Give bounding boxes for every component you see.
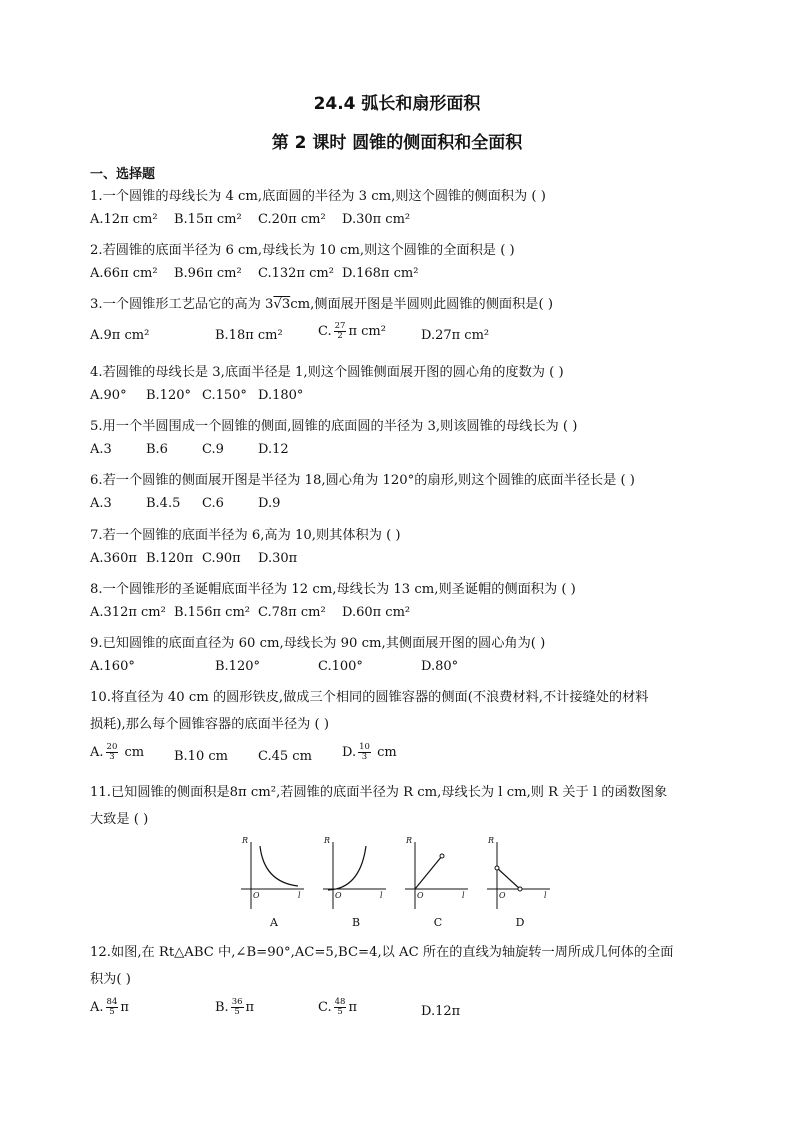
graph-d: [482, 834, 552, 914]
q10-option-c[interactable]: C.45 cm: [258, 749, 312, 764]
question-5: 5.用一个半圆围成一个圆锥的侧面,圆锥的底面圆的半径为 3,则该圆锥的母线长为 ( ): [90, 419, 578, 434]
q5-option-d[interactable]: D.12: [258, 442, 289, 457]
q9-option-c[interactable]: C.100°: [318, 659, 363, 674]
q6-option-d[interactable]: D.9: [258, 496, 281, 511]
q4-option-d[interactable]: D.180°: [258, 388, 304, 403]
graph-b-axis-x: l: [380, 891, 383, 900]
q5-option-c[interactable]: C.9: [202, 442, 224, 457]
q7-option-c[interactable]: C.90π: [202, 551, 241, 566]
q12-option-b-fraction: $\frac{36}{5}$: [231, 997, 243, 1017]
graph-c-axis-x: l: [462, 891, 465, 900]
q10-option-d-fraction: $\frac{10}{3}$: [359, 742, 370, 762]
page-subtitle: 第 2 课时 圆锥的侧面积和全面积: [271, 133, 523, 153]
q2-option-c[interactable]: C.132π cm²: [258, 266, 334, 281]
q5-option-a[interactable]: A.3: [90, 442, 112, 457]
question-8: 8.一个圆锥形的圣诞帽底面半径为 12 cm,母线长为 13 cm,则圣诞帽的侧面积为 ( ): [90, 582, 576, 597]
question-11-line-1: 11.已知圆锥的侧面积是8π cm²,若圆锥的底面半径为 R cm,母线长为 l cm,则 R 关于 l 的函数图象: [90, 785, 668, 800]
q12-option-c-pi: π: [348, 1000, 357, 1015]
q10-option-d-unit: cm: [377, 745, 397, 760]
q1-option-a[interactable]: A.12π cm²: [90, 212, 158, 227]
q7-option-b[interactable]: B.120π: [146, 551, 194, 566]
q3-option-c-label: C.: [318, 324, 332, 339]
function-graphs: [236, 834, 546, 934]
question-12-line-1: 12.如图,在 Rt△ABC 中,∠B=90°,AC=5,BC=4,以 AC 所在的直线为轴旋转一周所成几何体的全面: [90, 945, 674, 960]
q1-option-d[interactable]: D.30π cm²: [342, 212, 411, 227]
question-11-line-2: 大致是 ( ): [90, 812, 149, 827]
q12-option-d[interactable]: D.12π: [421, 1004, 461, 1019]
q3-option-a[interactable]: A.9π cm²: [90, 328, 150, 343]
graph-a-axis-x: l: [298, 891, 301, 900]
q10-option-a-fraction: $\frac{20}{3}$: [106, 742, 118, 762]
graph-a: [236, 834, 306, 914]
q8-option-c[interactable]: C.78π cm²: [258, 605, 326, 620]
q7-option-d[interactable]: D.30π: [258, 551, 298, 566]
question-10-line-1: 10.将直径为 40 cm 的圆形铁皮,做成三个相同的圆锥容器的侧面(不浪费材料,不计接缝处的材料: [90, 690, 649, 705]
q7-option-a[interactable]: A.360π: [90, 551, 137, 566]
graph-b-origin: O: [335, 891, 342, 900]
q12-option-b-pi: π: [245, 1000, 255, 1015]
q8-option-d[interactable]: D.60π cm²: [342, 605, 411, 620]
q12-option-b-label: B.: [215, 1000, 229, 1015]
graph-a-origin: O: [253, 891, 260, 900]
q8-option-a[interactable]: A.312π cm²: [90, 605, 166, 620]
q3-sqrt: √3: [273, 297, 291, 312]
graph-c-axis-y: R: [406, 836, 413, 845]
q10-option-d[interactable]: [342, 743, 397, 762]
graph-b-axis-y: R: [324, 836, 331, 845]
q10-option-b[interactable]: B.10 cm: [174, 749, 228, 764]
page-title: 24.4 弧长和扇形面积: [313, 94, 481, 114]
q2-option-a[interactable]: A.66π cm²: [90, 266, 158, 281]
graph-c-label: C: [433, 916, 443, 929]
graph-d-label: D: [515, 916, 525, 929]
question-10-line-2: 损耗),那么每个圆锥容器的底面半径为 ( ): [90, 717, 330, 732]
q3-text-post: cm,侧面展开图是半圆则此圆锥的侧面积是( ): [290, 297, 553, 312]
question-12-line-2: 积为( ): [90, 972, 131, 987]
q9-option-d[interactable]: D.80°: [421, 659, 459, 674]
q12-option-a-fraction: $\frac{84}{5}$: [106, 997, 118, 1017]
q6-option-c[interactable]: C.6: [202, 496, 224, 511]
section-heading: 一、选择题: [90, 167, 156, 182]
q12-option-a-pi: π: [120, 1000, 129, 1015]
q10-option-d-label: D.: [342, 745, 357, 760]
question-7: 7.若一个圆锥的底面半径为 6,高为 10,则其体积为 ( ): [90, 528, 401, 543]
graph-c-origin: O: [417, 891, 424, 900]
graph-b-label: B: [351, 916, 361, 929]
q9-option-b[interactable]: B.120°: [215, 659, 260, 674]
q3-text-pre: 3.一个圆锥形工艺品它的高为 3: [90, 297, 274, 312]
q10-option-a[interactable]: [90, 743, 144, 762]
q3-option-d[interactable]: D.27π cm²: [421, 328, 490, 343]
question-2: 2.若圆锥的底面半径为 6 cm,母线长为 10 cm,则这个圆锥的全面积是 ( ): [90, 243, 515, 258]
question-6: 6.若一个圆锥的侧面展开图是半径为 18,圆心角为 120°的扇形,则这个圆锥的底面半径长是 ( ): [90, 473, 635, 488]
q3-option-b[interactable]: B.18π cm²: [215, 328, 283, 343]
q5-option-b[interactable]: B.6: [146, 442, 168, 457]
q9-option-a[interactable]: A.160°: [90, 659, 135, 674]
graph-c: [400, 834, 470, 914]
q1-option-b[interactable]: B.15π cm²: [174, 212, 242, 227]
graph-a-axis-y: R: [242, 836, 249, 845]
q12-option-b[interactable]: [215, 998, 254, 1017]
q12-option-c-label: C.: [318, 1000, 332, 1015]
q6-option-b[interactable]: B.4.5: [146, 496, 181, 511]
q10-option-a-label: A.: [90, 745, 104, 760]
question-4: 4.若圆锥的母线长是 3,底面半径是 1,则这个圆锥侧面展开图的圆心角的度数为 ( ): [90, 365, 564, 380]
graph-b: [318, 834, 388, 914]
graph-d-origin: O: [499, 891, 506, 900]
q4-option-a[interactable]: A.90°: [90, 388, 127, 403]
q1-option-c[interactable]: C.20π cm²: [258, 212, 326, 227]
q12-option-c-fraction: $\frac{48}{5}$: [334, 997, 346, 1017]
q6-option-a[interactable]: A.3: [90, 496, 112, 511]
question-9: 9.已知圆锥的底面直径为 60 cm,母线长为 90 cm,其侧面展开图的圆心角为( ): [90, 636, 546, 651]
graph-a-label: A: [270, 916, 278, 929]
question-1: 1.一个圆锥的母线长为 4 cm,底面圆的半径为 3 cm,则这个圆锥的侧面积为 ( ): [90, 189, 546, 204]
graph-d-axis-x: l: [544, 891, 547, 900]
question-3: [90, 293, 553, 312]
q2-option-d[interactable]: D.168π cm²: [342, 266, 419, 281]
q3-option-c-fraction: $\frac{27}{2}$: [334, 321, 346, 341]
q2-option-b[interactable]: B.96π cm²: [174, 266, 242, 281]
q3-option-c[interactable]: [318, 322, 386, 341]
q12-option-a-label: A.: [90, 1000, 104, 1015]
q8-option-b[interactable]: B.156π cm²: [174, 605, 250, 620]
graph-d-axis-y: R: [488, 836, 495, 845]
q10-option-a-unit: cm: [124, 745, 145, 760]
q4-option-c[interactable]: C.150°: [202, 388, 247, 403]
q3-option-c-unit: π cm²: [348, 324, 386, 339]
q4-option-b[interactable]: B.120°: [146, 388, 191, 403]
q12-option-a[interactable]: [90, 998, 129, 1017]
q12-option-c[interactable]: [318, 998, 357, 1017]
